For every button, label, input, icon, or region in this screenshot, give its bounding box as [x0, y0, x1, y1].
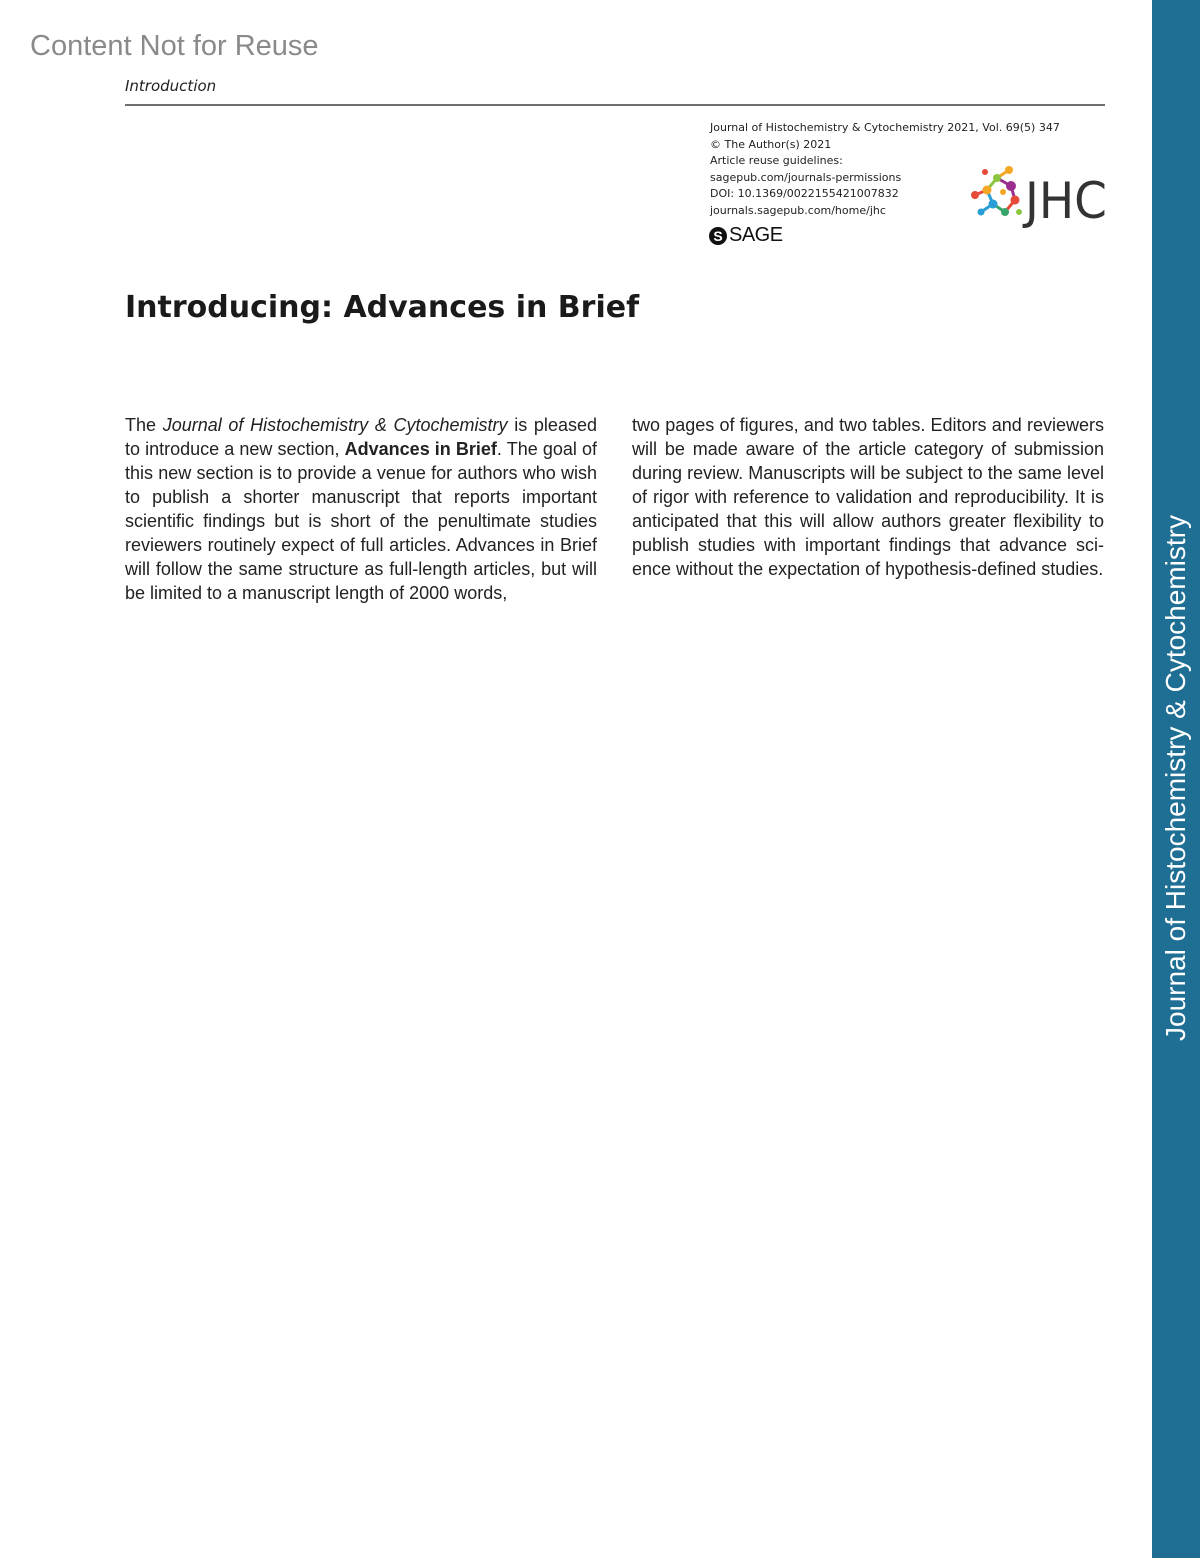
sage-logo [708, 224, 783, 247]
sage-icon [708, 226, 728, 246]
section-name: Advances in Brief [344, 439, 497, 459]
watermark: Content Not for Reuse [30, 30, 319, 62]
citation: Journal of Histochemistry & Cytochemistry 2021, Vol. 69(5) 347 [710, 121, 1060, 134]
article-title: Introducing: Advances in Brief [125, 290, 640, 325]
sage-label: SAGE [729, 224, 783, 246]
doi[interactable]: DOI: 10.1369/0022155421007832 [710, 187, 899, 200]
header-rule [125, 104, 1105, 106]
body-text-mid: is pleased to introduce a new section, [125, 415, 597, 459]
svg-text:S: S [713, 227, 723, 244]
sidebar-journal-title: Journal of Histochemistry & Cytochemistry [1160, 515, 1191, 1041]
body-text-rest: . The goal of this new section is to provide a venue for authors who wish to publish a shorter manuscript that reports important scientific findings but is short of the penultimate studies reviewers routinely expect of full articles. Advances in Brief will follow the same structure as full-length articles, but will be limited to a manuscript length of 2000 words, [125, 439, 597, 603]
running-head: Introduction [125, 77, 217, 95]
reuse-link[interactable]: sagepub.com/journals-permissions [710, 170, 902, 184]
body-text-start: The [125, 415, 163, 435]
reuse-label: Article reuse guidelines: [710, 154, 843, 167]
journal-link[interactable]: journals.sagepub.com/home/jhc [710, 203, 886, 217]
journal-sidebar [1152, 0, 1200, 1558]
jhc-logo-text: JHC [1022, 172, 1107, 228]
molecule-icon [971, 166, 1022, 216]
body-column-1 [125, 413, 597, 605]
copyright: © The Author(s) 2021 [710, 137, 832, 151]
journal-name: Journal of Histochemistry & Cytochemistry [162, 415, 508, 435]
jhc-logo [965, 160, 1110, 228]
body-column-2: two pages of figures, and two tables. Editors and reviewers will be made aware of the article category of submission during review. Manuscripts will be subject to the same level of rigor with reference to validation and reproducibility. It is anticipated that this will allow authors greater flexibility to publish studies with important findings that advance science without the expectation of hypothesis-defined studies. [632, 415, 1104, 579]
